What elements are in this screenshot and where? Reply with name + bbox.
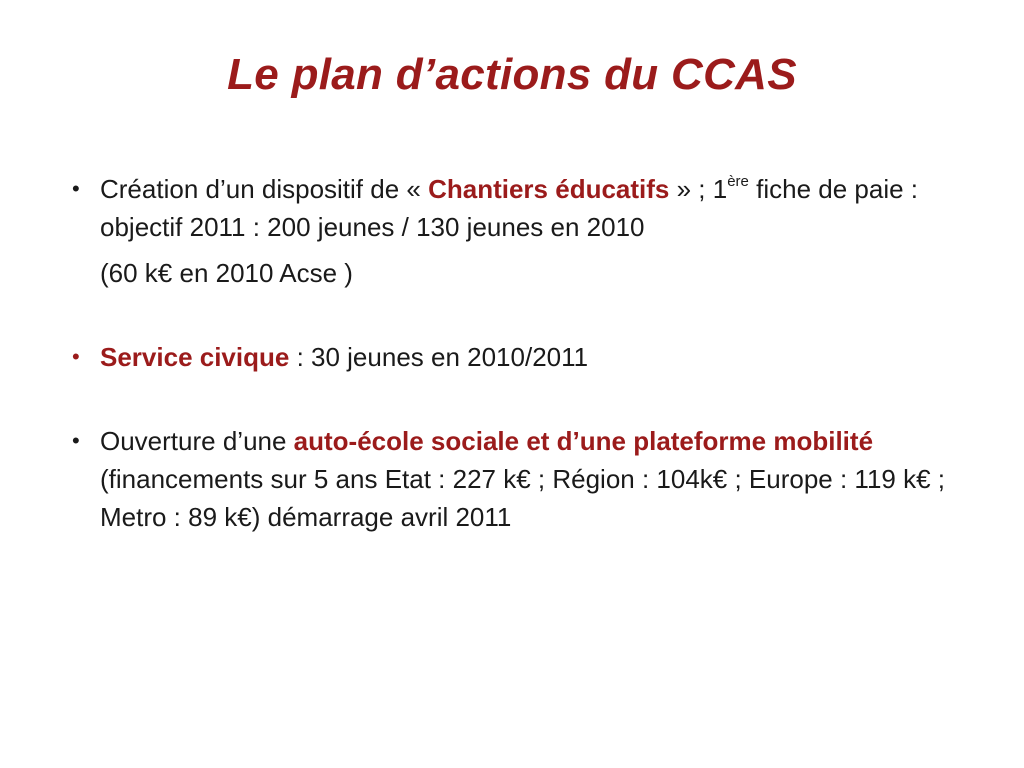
bullet-glyph: • (72, 428, 80, 453)
bullet-glyph: • (72, 176, 80, 201)
highlight-text: auto-école sociale et d’une plateforme mobilité (293, 426, 874, 456)
highlight-text: Chantiers éducatifs (428, 174, 670, 204)
slide-content (72, 170, 972, 536)
bullet-glyph: • (72, 344, 80, 369)
bullet-text: (financements sur 5 ans Etat : 227 k€ ; Région : 104k€ ; Europe : 119 k€ ; Metro : 89 k€) démarrage avril 2011 (100, 464, 946, 532)
bullet-item-service-civique (72, 338, 972, 376)
highlight-text: Service civique (100, 342, 290, 372)
bullet-item-auto-ecole (72, 422, 972, 536)
slide-title: Le plan d’actions du CCAS (227, 50, 797, 99)
bullet-text: fiche de paie : objectif 2011 : 200 jeunes / 130 jeunes en 2010 (100, 174, 919, 242)
bullet-text: : 30 jeunes en 2010/2011 (289, 342, 589, 372)
superscript: ère (727, 173, 749, 190)
bullet-text: » ; 1 (669, 174, 728, 204)
bullet-text: Ouverture d’une (100, 426, 294, 456)
bullet-item-chantiers (72, 170, 972, 246)
bullet-text: Création d’un dispositif de « (100, 174, 429, 204)
bullet-continuation: (60 k€ en 2010 Acse ) (100, 258, 353, 288)
